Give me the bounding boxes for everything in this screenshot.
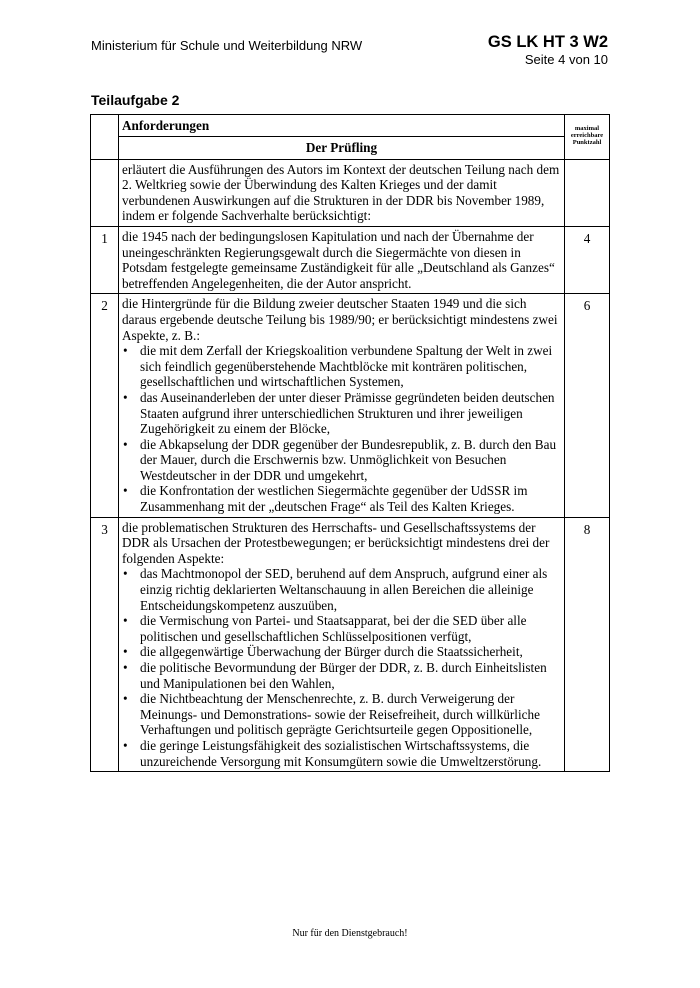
aspect-item	[122, 613, 560, 644]
bullet-icon: •	[123, 389, 128, 405]
bullet-icon: •	[123, 566, 128, 582]
bullet-icon: •	[123, 436, 128, 452]
header-points-cell	[565, 115, 610, 160]
aspect-item	[122, 566, 560, 613]
table-row	[91, 517, 610, 772]
row-points: 6	[565, 294, 610, 517]
aspect-text: die Konfrontation der westlichen Siegermächte gegenüber der UdSSR im Zusammenhang mit der „deutschen Frage“ als Teil des Kalten Krieges.	[140, 483, 528, 515]
aspect-text: die Abkapselung der DDR gegenüber der Bundesrepublik, z. B. durch den Bau der Mauer, durch die Erschwernis bzw. Unmöglichkeit von Besuchen Westdeutscher in der DDR und umgekehrt,	[140, 436, 557, 483]
table-row	[91, 294, 610, 517]
aspect-item	[122, 390, 560, 437]
intro-row	[91, 159, 610, 226]
row-content	[119, 226, 565, 293]
header-empty-cell	[91, 115, 119, 160]
header-ministry: Ministerium für Schule und Weiterbildung NRW	[91, 38, 363, 53]
row-points: 4	[565, 226, 610, 293]
row-content	[119, 294, 565, 517]
aspect-list	[122, 343, 560, 515]
bullet-icon: •	[123, 613, 128, 629]
aspect-text: die politische Bevormundung der Bürger der DDR, z. B. durch Einheitslisten und Manipulationen bei den Wahlen,	[140, 660, 547, 691]
bullet-icon: •	[123, 737, 128, 753]
aspect-text: das Auseinanderleben der unter dieser Prämisse gegründeten beiden deutschen Staaten aufgrund ihrer unterschiedlichen Strukturen und ihrer jeweiligen Zugehörigkeit zu einem der Blöcke,	[140, 389, 555, 437]
row-text: die 1945 nach der bedingungslosen Kapitulation und nach der Übernahme der uneingeschränkten Regierungsgewalt durch die Siegermächte von diesen in Potsdam festgelegte gemeinsame Zuständigkeit für alle „Deutschland als Ganzes“ betreffenden Angelegenheiten, die der Autor anspricht.	[122, 228, 555, 291]
bullet-icon: •	[123, 483, 128, 499]
requirement-rows	[91, 226, 610, 771]
bullet-icon: •	[123, 343, 128, 359]
row-points: 8	[565, 517, 610, 772]
bullet-icon: •	[123, 660, 128, 675]
subtask-title: Teilaufgabe 2	[91, 92, 180, 108]
aspect-item	[122, 644, 560, 660]
bullet-icon: •	[123, 691, 128, 707]
aspect-item	[122, 343, 560, 390]
document-code: GS LK HT 3 W2	[487, 33, 608, 51]
aspect-list	[122, 566, 560, 769]
aspect-item	[122, 738, 560, 769]
row-text: die problematischen Strukturen des Herrschafts- und Gesellschaftssystems der DDR als Ursachen der Protestbewegungen; er berücksichtigt mindestens drei der folgenden Aspekte:	[122, 519, 550, 566]
row-text: die Hintergründe für die Bildung zweier deutscher Staaten 1949 und die sich daraus ergebende deutsche Teilung bis 1989/90; er berücksichtigt mindestens zwei Aspekte, z. B.:	[122, 296, 558, 343]
aspect-item	[122, 437, 560, 484]
max-points-heading: maximal erreichbare Punktzahl	[570, 125, 604, 146]
footer-note: Nur für den Dienstgebrauch!	[292, 928, 408, 939]
examinee-heading: Der Prüfling	[305, 140, 378, 155]
requirements-heading: Anforderungen	[119, 115, 564, 137]
aspect-text: die Nichtbeachtung der Menschenrechte, z. B. durch Verweigerung der Meinungs- und Demonstrations- sowie der Reisefreiheit, durch willkürliche Verhaftungen und politisch geprägte Gerichtsurteile gegen Oppositionelle,	[140, 691, 540, 738]
aspect-text: die allgegenwärtige Überwachung der Bürger durch die Staatssicherheit,	[140, 644, 523, 660]
row-number: 2	[91, 294, 119, 517]
intro-text: erläutert die Ausführungen des Autors im Kontext der deutschen Teilung nach dem 2. Weltkrieg sowie der Überwindung des Kalten Krieges und der damit verbundenen Auswirkungen auf die Strukturen in der DDR bis November 1989, indem er folgende Sachverhalte berücksichtigt:	[119, 159, 565, 226]
aspect-item	[122, 660, 560, 691]
aspect-item	[122, 483, 560, 514]
table-row	[91, 226, 610, 293]
requirements-table	[90, 114, 610, 772]
page-number: Seite 4 von 10	[524, 52, 608, 67]
bullet-icon: •	[123, 644, 128, 660]
row-number: 3	[91, 517, 119, 772]
aspect-text: das Machtmonopol der SED, beruhend auf dem Anspruch, aufgrund einer als einzig richtig deklarierten Weltanschauung in allen Bereichen die alleinige Entscheidungskompetenz auszuüben,	[140, 566, 548, 613]
aspect-text: die mit dem Zerfall der Kriegskoalition verbundene Spaltung der Welt in zwei sich feindlich gegenüberstehende Machtblöcke mit konträren politischen, gesellschaftlichen und wirtschaftlichen Systemen,	[140, 343, 553, 390]
row-number: 1	[91, 226, 119, 293]
aspect-item	[122, 691, 560, 738]
aspect-text: die Vermischung von Partei- und Staatsapparat, bei der die SED über alle politischen und gesellschaftlichen Schlüsselpositionen verfügt,	[140, 613, 527, 644]
table-header-row	[91, 115, 610, 160]
header-requirements-cell	[119, 115, 565, 160]
header-right	[488, 33, 608, 67]
aspect-text: die geringe Leistungsfähigkeit des sozialistischen Wirtschaftssystems, die unzureichende Versorgung mit Konsumgütern sowie die Umweltzerstörung.	[140, 737, 542, 769]
row-content	[119, 517, 565, 772]
